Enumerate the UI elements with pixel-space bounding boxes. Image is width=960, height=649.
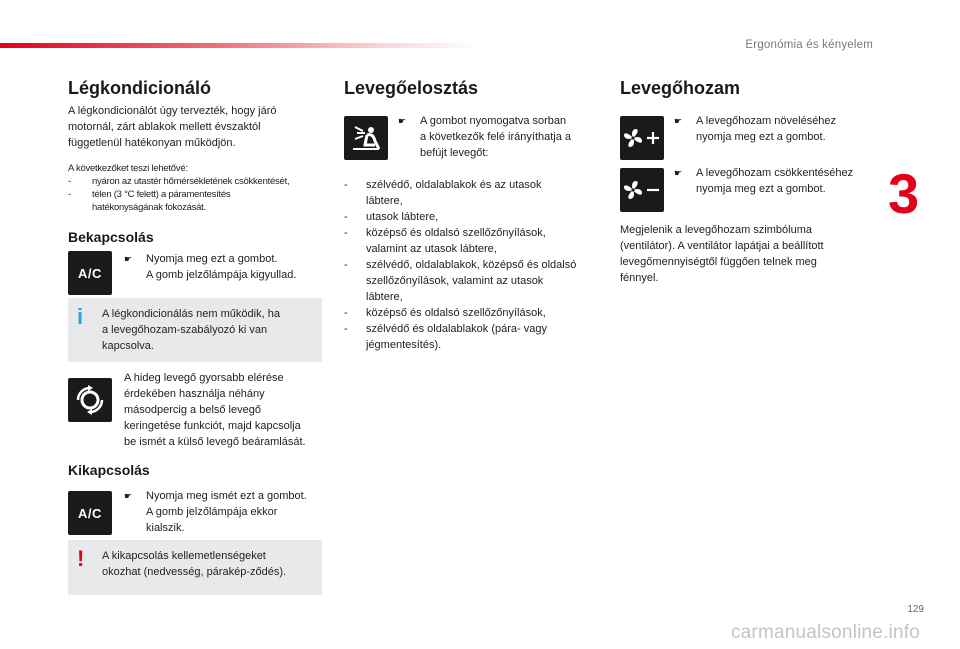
list-item: - szélvédő és oldalablakok (pára- vagy xyxy=(344,323,547,335)
recirculation-icon xyxy=(68,378,112,422)
list-item: - szélvédő, oldalablakok és az utasok xyxy=(344,179,542,191)
page-number: 129 xyxy=(907,604,924,615)
ac-on-step: ☛ Nyomja meg ezt a gombot. A gomb jelzőlámpája kigyullad. xyxy=(124,253,297,281)
warning-icon: ! xyxy=(77,546,85,571)
recirc-text: A hideg levegő gyorsabb elérése érdekében használja néhány másodpercig a belső levegő keringetése funkciót, majd kapcsolja be ismét a külső levegő beáramlását. xyxy=(124,372,306,448)
ac-button-icon: A/C xyxy=(68,491,112,535)
flow-title: Levegőhozam xyxy=(620,78,741,98)
info-icon: i xyxy=(77,304,84,329)
bullet-arrow-icon: ☛ xyxy=(674,116,683,126)
header-accent-bar xyxy=(0,43,480,48)
chapter-number: 3 xyxy=(888,162,920,225)
flow-description: Megjelenik a levegőhozam szimbóluma (ventilátor). A ventilátor lapátjai a beállított levegőmennyiségtől függően telnek meg fénnyel. xyxy=(620,224,824,284)
ac-intro: A légkondicionálót úgy tervezték, hogy járó motornál, zárt ablakok mellett évszaktól függetlenül hatékonyan működjön. xyxy=(68,105,277,149)
bullet-arrow-icon: ☛ xyxy=(124,254,133,264)
ac-off-title: Kikapcsolás xyxy=(68,462,150,478)
list-item: - középső és oldalsó szellőzőnyílások, xyxy=(344,227,546,239)
bullet-arrow-icon: ☛ xyxy=(398,116,407,126)
air-distribution-icon xyxy=(344,116,388,160)
watermark: carmanualsonline.info xyxy=(730,622,920,643)
distribution-list: - szélvédő, oldalablakok és az utasok lábtere, - utasok lábtere, - középső és oldalsó szellőzőnyílások, valamint az utasok lábtere, - szélvédő, oldalablakok, középső és oldalsó szellőzőnyílások, valamint az utasok lábtere, - középső és oldalsó szellőzőnyílások, - szélvédő és oldalablakok (pára- vagy jégmentesítés). xyxy=(344,177,606,353)
list-item: - utasok lábtere, xyxy=(344,211,439,223)
distribution-step: ☛ A gombot nyomogatva sorban a következők felé irányíthatja a befújt levegőt: xyxy=(398,115,572,159)
ac-button-icon: A/C xyxy=(68,251,112,295)
distribution-title: Levegőelosztás xyxy=(344,78,479,98)
flow-increase-step: ☛ A levegőhozam növeléséhez nyomja meg ezt a gombot. xyxy=(674,115,837,143)
warning-note: ! A kikapcsolás kellemetlenségeket okozhat (nedvesség, párakép-ződés). xyxy=(68,540,322,595)
ac-on-title: Bekapcsolás xyxy=(68,229,154,245)
list-item: - szélvédő, oldalablakok, középső és oldalsó xyxy=(344,259,577,271)
flow-decrease-step: ☛ A levegőhozam csökkentéséhez nyomja meg ezt a gombot. xyxy=(674,167,854,195)
section-title: Ergonómia és kényelem xyxy=(745,39,873,51)
ac-off-step: ☛ Nyomja meg ismét ezt a gombot. A gomb jelzőlámpája ekkor kialszik. xyxy=(124,490,307,534)
ac-title: Légkondicionáló xyxy=(68,78,212,98)
fan-minus-icon xyxy=(620,168,664,212)
fan-plus-icon xyxy=(620,116,664,160)
bullet-arrow-icon: ☛ xyxy=(124,491,133,501)
list-item: - középső és oldalsó szellőzőnyílások, xyxy=(344,307,546,319)
bullet-arrow-icon: ☛ xyxy=(674,168,683,178)
ac-effects: A következőket teszi lehetővé: - nyáron az utastér hőmérsékletének csökkentését, - télen (3 °C felett) a páramentesítés hatékonyságának fokozását. xyxy=(68,163,290,213)
info-note: i A légkondicionálás nem működik, ha a levegőhozam-szabályozó ki van kapcsolva. xyxy=(68,298,322,362)
